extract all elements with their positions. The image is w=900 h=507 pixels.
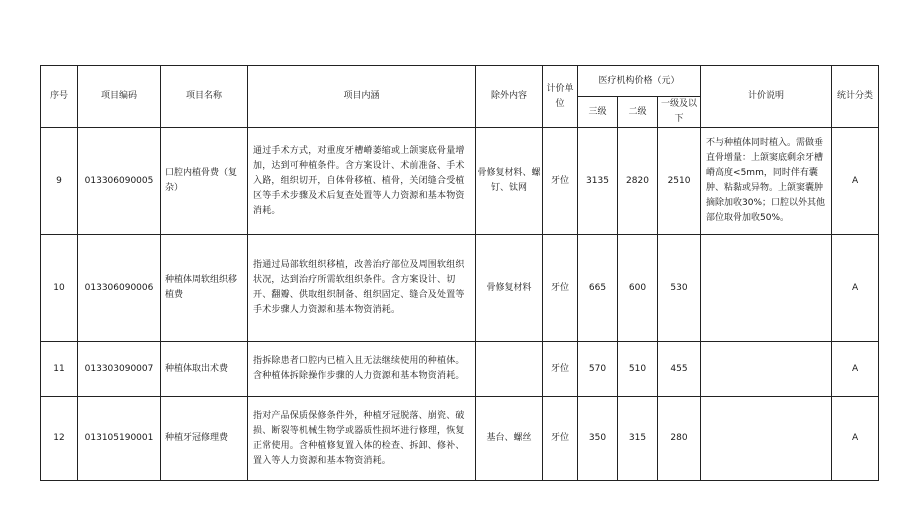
cell-category: A: [832, 342, 879, 397]
header-seq: 序号: [41, 66, 78, 128]
header-content: 项目内涵: [248, 66, 476, 128]
cell-seq: 9: [41, 128, 78, 235]
cell-code: 013306090006: [78, 235, 161, 342]
cell-price-level3: 570: [578, 342, 618, 397]
cell-price-level1: 530: [658, 235, 701, 342]
cell-seq: 11: [41, 342, 78, 397]
cell-price-level1: 280: [658, 397, 701, 481]
pricing-table: [40, 65, 879, 481]
cell-code: 013306090005: [78, 128, 161, 235]
cell-price-level3: 3135: [578, 128, 618, 235]
cell-pricing-note: [701, 235, 832, 342]
cell-name: 种植牙冠修理费: [161, 397, 248, 481]
cell-category: A: [832, 397, 879, 481]
table-row: [41, 235, 879, 342]
cell-exclusion: 骨修复材料、螺钉、钛网: [476, 128, 543, 235]
header-exclusion: 除外内容: [476, 66, 543, 128]
header-row: [41, 66, 879, 97]
cell-pricing-note: [701, 397, 832, 481]
cell-category: A: [832, 235, 879, 342]
cell-price-level1: 2510: [658, 128, 701, 235]
cell-code: 013105190001: [78, 397, 161, 481]
cell-price-level3: 350: [578, 397, 618, 481]
cell-unit: 牙位: [543, 235, 578, 342]
cell-exclusion: 基台、螺丝: [476, 397, 543, 481]
cell-content: 指拆除患者口腔内已植入且无法继续使用的种植体。含种植体拆除操作步骤的人力资源和基本物资消耗。: [248, 342, 476, 397]
cell-exclusion: 骨修复材料: [476, 235, 543, 342]
cell-price-level2: 315: [618, 397, 658, 481]
cell-content: 通过手术方式，对重度牙槽嵴萎缩或上颌窦底骨量增加，达到可种植条件。含方案设计、术前准备、手术入路，组织切开，自体骨移植、植骨，关闭缝合受植区等手术步骤及术后复查处置等人力资源和基本物资消耗。: [248, 128, 476, 235]
header-price-group: 医疗机构价格（元）: [578, 66, 701, 97]
cell-pricing-note: [701, 342, 832, 397]
cell-unit: 牙位: [543, 128, 578, 235]
cell-seq: 12: [41, 397, 78, 481]
table-row: [41, 128, 879, 235]
cell-name: 口腔内植骨费（复杂）: [161, 128, 248, 235]
cell-seq: 10: [41, 235, 78, 342]
cell-price-level2: 2820: [618, 128, 658, 235]
cell-name: 种植体周软组织移植费: [161, 235, 248, 342]
header-name: 项目名称: [161, 66, 248, 128]
cell-content: 指通过局部软组织移植，改善治疗部位及周围软组织状况，达到治疗所需软组织条件。含方案设计、切开、翻瓣、供取组织制备、组织固定、缝合及处置等手术步骤人力资源和基本物资消耗。: [248, 235, 476, 342]
cell-name: 种植体取出术费: [161, 342, 248, 397]
cell-category: A: [832, 128, 879, 235]
cell-code: 013303090007: [78, 342, 161, 397]
cell-content: 指对产品保质保修条件外，种植牙冠脱落、崩瓷、破损、断裂等机械生物学或器质性损坏进行修理，恢复正常使用。含种植修复置入体的检查、拆卸、修补、置入等人力资源和基本物资消耗。: [248, 397, 476, 481]
table-row: [41, 397, 879, 481]
table-row: [41, 342, 879, 397]
cell-pricing-note: 不与种植体同时植入。需做垂直骨增量：上颌窦底剩余牙槽嵴高度<5mm，同时伴有囊肿、粘黏或异物。上颌窦囊肿摘除加收30%；口腔以外其他部位取骨加收50%。: [701, 128, 832, 235]
cell-unit: 牙位: [543, 397, 578, 481]
header-level3: 三级: [578, 97, 618, 128]
cell-price-level2: 600: [618, 235, 658, 342]
cell-price-level2: 510: [618, 342, 658, 397]
cell-unit: 牙位: [543, 342, 578, 397]
header-code: 项目编码: [78, 66, 161, 128]
header-pricing-note: 计价说明: [701, 66, 832, 128]
cell-price-level3: 665: [578, 235, 618, 342]
header-category: 统计分类: [832, 66, 879, 128]
cell-exclusion: [476, 342, 543, 397]
header-level1: 一级及以下: [658, 97, 701, 128]
header-unit: 计价单位: [543, 66, 578, 128]
header-level2: 二级: [618, 97, 658, 128]
cell-price-level1: 455: [658, 342, 701, 397]
